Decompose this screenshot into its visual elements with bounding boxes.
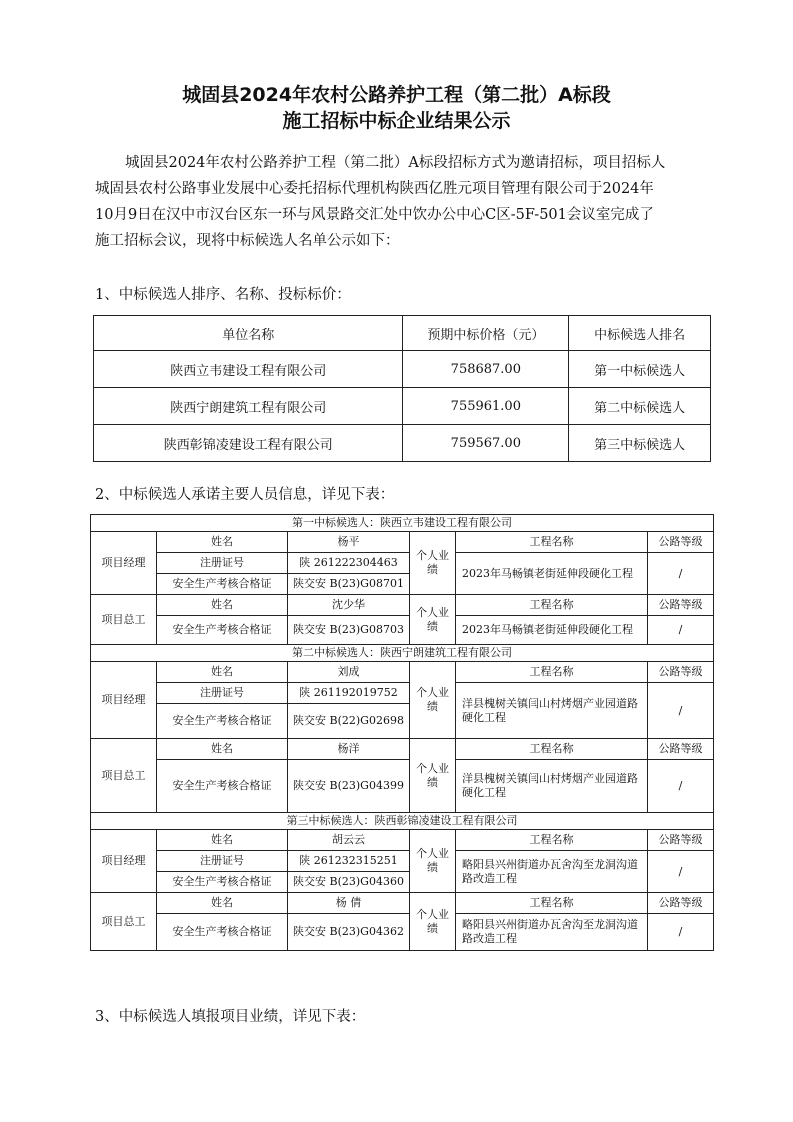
table-row [91,532,714,553]
table-row [91,851,714,872]
label-road-grade: 公路等级 [648,595,714,616]
candidate-ranking-table [93,315,711,462]
company-name: 陕西宁朗建筑工程有限公司 [94,388,403,425]
candidate-rank: 第二中标候选人 [569,388,711,425]
section-1-heading: 1、中标候选人排序、名称、投标标价： [95,287,351,303]
label-road-grade: 公路等级 [648,893,714,914]
intro-line-4: 施工招标会议，现将中标候选人名单公示如下： [95,233,400,249]
role-project-manager: 项目经理 [91,532,157,595]
label-name: 姓名 [157,830,288,851]
bid-price: 755961.00 [403,388,569,425]
table-row [91,683,714,704]
label-safety-cert: 安全生产考核合格证 [157,872,288,893]
road-grade: / [648,914,714,951]
project-name: 2023年马畅镇老街延伸段硬化工程 [456,616,648,645]
project-name: 洋县槐树关镇闫山村烤烟产业园道路硬化工程 [456,760,648,813]
label-safety-cert: 安全生产考核合格证 [157,616,288,645]
role-chief-engineer: 项目总工 [91,739,157,813]
person-name: 沈少华 [288,595,410,616]
label-name: 姓名 [157,532,288,553]
project-name: 洋县槐树关镇闫山村烤烟产业园道路硬化工程 [456,683,648,739]
registration-number: 陕 261192019752 [288,683,410,704]
intro-line-2: 城固县农村公路事业发展中心委托招标代理机构陕西亿胜元项目管理有限公司于2024年 [95,181,654,197]
table-row [91,914,714,951]
label-name: 姓名 [157,893,288,914]
candidate-2-title: 第二中标候选人：陕西宁朗建筑工程有限公司 [91,645,714,662]
table-row [91,830,714,851]
label-project-name: 工程名称 [456,893,648,914]
label-safety-cert: 安全生产考核合格证 [157,760,288,813]
group-title-row [91,515,714,532]
section-3-heading: 3、中标候选人填报项目业绩，详见下表： [95,1009,366,1025]
road-grade: / [648,851,714,893]
label-project-name: 工程名称 [456,739,648,760]
candidate-rank: 第一中标候选人 [569,351,711,388]
label-personal-performance: 个人业绩 [410,532,456,595]
table-row [91,553,714,574]
table-row [91,616,714,645]
section-2-heading: 2、中标候选人承诺主要人员信息，详见下表： [95,487,395,503]
safety-cert-number: 陕交安 B(23)G04399 [288,760,410,813]
table-row [94,351,711,388]
table-row [91,760,714,813]
col-header-price: 预期中标价格（元） [403,316,569,351]
table-row [94,388,711,425]
intro-line-3: 10月9日在汉中市汉台区东一环与风景路交汇处中饮办公中心C区-5F-501会议室完成了 [95,207,654,223]
label-registration: 注册证号 [157,553,288,574]
table-row [91,662,714,683]
role-chief-engineer: 项目总工 [91,893,157,951]
group-title-row [91,813,714,830]
col-header-rank: 中标候选人排名 [569,316,711,351]
table-row [94,425,711,462]
bid-price: 759567.00 [403,425,569,462]
label-registration: 注册证号 [157,683,288,704]
label-name: 姓名 [157,662,288,683]
label-road-grade: 公路等级 [648,830,714,851]
person-name: 胡云云 [288,830,410,851]
label-personal-performance: 个人业绩 [410,830,456,893]
safety-cert-number: 陕交安 B(23)G04360 [288,872,410,893]
label-name: 姓名 [157,739,288,760]
project-name: 2023年马畅镇老街延伸段硬化工程 [456,553,648,595]
safety-cert-number: 陕交安 B(23)G08703 [288,616,410,645]
candidate-rank: 第三中标候选人 [569,425,711,462]
table-header-row [94,316,711,351]
role-project-manager: 项目经理 [91,830,157,893]
table-row [91,739,714,760]
registration-number: 陕 261232315251 [288,851,410,872]
doc-title-line2: 施工招标中标企业结果公示 [282,110,511,132]
candidate-3-title: 第三中标候选人：陕西彰锦凌建设工程有限公司 [91,813,714,830]
road-grade: / [648,760,714,813]
safety-cert-number: 陕交安 B(23)G04362 [288,914,410,951]
project-name: 略阳县兴州街道办瓦舍沟至龙洞沟道路改造工程 [456,914,648,951]
label-project-name: 工程名称 [456,830,648,851]
label-personal-performance: 个人业绩 [410,739,456,813]
registration-number: 陕 261222304463 [288,553,410,574]
label-project-name: 工程名称 [456,532,648,553]
intro-line-1: 城固县2024年农村公路养护工程（第二批）A标段招标方式为邀请招标，项目招标人 [125,155,666,171]
candidate-1-title: 第一中标候选人：陕西立韦建设工程有限公司 [91,515,714,532]
person-name: 杨 倩 [288,893,410,914]
label-safety-cert: 安全生产考核合格证 [157,914,288,951]
intro-paragraph [95,150,715,254]
personnel-table [90,514,714,951]
label-road-grade: 公路等级 [648,532,714,553]
label-registration: 注册证号 [157,851,288,872]
bid-price: 758687.00 [403,351,569,388]
role-chief-engineer: 项目总工 [91,595,157,645]
label-personal-performance: 个人业绩 [410,595,456,645]
label-road-grade: 公路等级 [648,739,714,760]
company-name: 陕西彰锦凌建设工程有限公司 [94,425,403,462]
label-safety-cert: 安全生产考核合格证 [157,574,288,595]
doc-title-line1: 城固县2024年农村公路养护工程（第二批）A标段 [182,84,611,106]
road-grade: / [648,616,714,645]
person-name: 杨平 [288,532,410,553]
table-row [91,595,714,616]
safety-cert-number: 陕交安 B(23)G08701 [288,574,410,595]
safety-cert-number: 陕交安 B(22)G02698 [288,704,410,739]
table-row [91,893,714,914]
company-name: 陕西立韦建设工程有限公司 [94,351,403,388]
road-grade: / [648,683,714,739]
label-safety-cert: 安全生产考核合格证 [157,704,288,739]
project-name: 略阳县兴州街道办瓦舍沟至龙洞沟道路改造工程 [456,851,648,893]
label-road-grade: 公路等级 [648,662,714,683]
road-grade: / [648,553,714,595]
label-personal-performance: 个人业绩 [410,662,456,739]
label-personal-performance: 个人业绩 [410,893,456,951]
group-title-row [91,645,714,662]
person-name: 杨洋 [288,739,410,760]
role-project-manager: 项目经理 [91,662,157,739]
label-name: 姓名 [157,595,288,616]
col-header-company: 单位名称 [94,316,403,351]
person-name: 刘成 [288,662,410,683]
label-project-name: 工程名称 [456,595,648,616]
label-project-name: 工程名称 [456,662,648,683]
